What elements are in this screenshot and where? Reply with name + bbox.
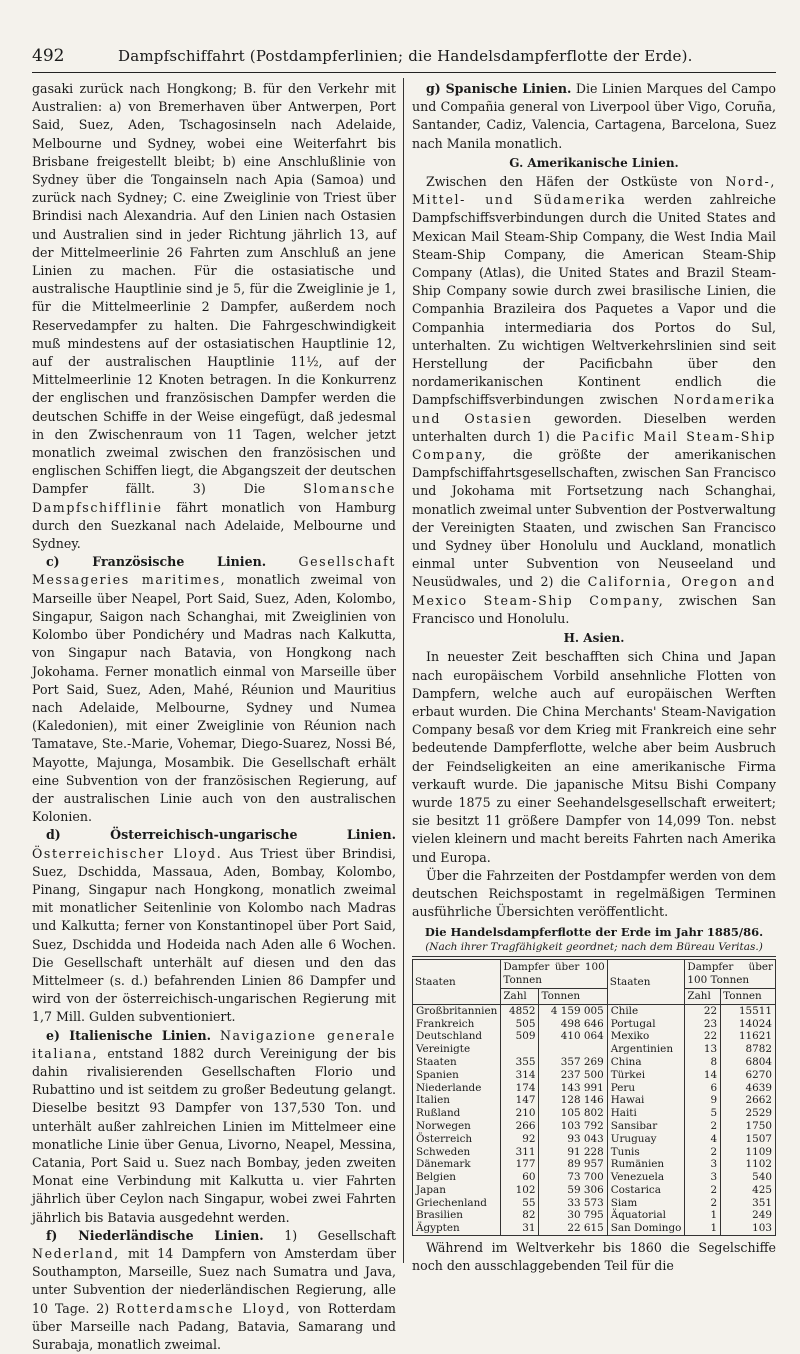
- table-cell: 9: [685, 1094, 721, 1107]
- table-cell: 143 991: [539, 1082, 607, 1095]
- table-cell: 22: [685, 1004, 721, 1017]
- table-row: [413, 1030, 776, 1043]
- table-cell: Dänemark: [413, 1158, 501, 1171]
- table-cell: Österreich: [413, 1133, 501, 1146]
- page-number: 492: [32, 46, 65, 66]
- table-cell: 2529: [721, 1107, 776, 1120]
- table-cell: Großbritannien: [413, 1004, 501, 1017]
- table-cell: 1750: [721, 1120, 776, 1133]
- table-title: Die Handelsdampferflotte der Erde im Jahr 1885/86.: [424, 925, 764, 940]
- table-cell: 1109: [721, 1146, 776, 1159]
- table-cell: 2: [685, 1120, 721, 1133]
- table-cell: 105 802: [539, 1107, 607, 1120]
- table-cell: China: [607, 1056, 685, 1069]
- table-cell: 2: [685, 1184, 721, 1197]
- table-row: [413, 1197, 776, 1210]
- table-cell: 4639: [721, 1082, 776, 1095]
- table-cell: 147: [501, 1094, 539, 1107]
- table-cell: 6: [685, 1082, 721, 1095]
- table-cell: Peru: [607, 1082, 685, 1095]
- table-cell: [539, 1043, 607, 1056]
- table-cell: 2662: [721, 1094, 776, 1107]
- table-cell: 1102: [721, 1158, 776, 1171]
- table-cell: 357 269: [539, 1056, 607, 1069]
- table-cell: 89 957: [539, 1158, 607, 1171]
- table-cell: 177: [501, 1158, 539, 1171]
- table-cell: Venezuela: [607, 1171, 685, 1184]
- table-row: [413, 1043, 776, 1056]
- table-row: [413, 1222, 776, 1235]
- table-cell: Italien: [413, 1094, 501, 1107]
- table-cell: 92: [501, 1133, 539, 1146]
- table-row: [413, 1158, 776, 1171]
- section-american: Zwischen den Häfen der Ostküste von Nord-, Mittel- und Südamerika werden zahlreiche Dampfschiffsverbindungen durch die United States and Mexican Mail Steam-Ship Company, die West India Mail Steam-Ship Company, die American Steam-Ship Company (Atlas), die United States and Brazil Steam-Ship Company sowie durch zwei brasilische Linien, die Companhia Brazileira dos Paquetes a Vapor und die Companhia intermediaria dos Portos do Sul, unterhalten. Zu wichtigen Weltverkehrslinien sind seit Herstellung der Pacificbahn über den nordamerikanischen Kontinent endlich die Dampfschiffsverbindungen zwischen Nordamerika und Ostasien geworden. Dieselben werden unterhalten durch 1) die Pacific Mail Steam-Ship Company, die größte der amerikanischen Dampfschiffahrtsgesellschaften, zwischen San Francisco und Jokohama mit Fortsetzung nach Schanghai, monatlich zweimal unter Subvention der Postverwaltung der Vereinigten Staaten, und zwischen San Francisco und Sydney über Honolulu und Auckland, monatlich einmal unter Subvention von Neuseeland und Neusüdwales, und 2) die California, Oregon and Mexico Steam-Ship Company, zwischen San Francisco und Honolulu.: [412, 174, 776, 626]
- table-cell: 8: [685, 1056, 721, 1069]
- table-cell: 93 043: [539, 1133, 607, 1146]
- table-cell: Sansibar: [607, 1120, 685, 1133]
- column-divider: [403, 78, 404, 1263]
- table-cell: Brasilien: [413, 1209, 501, 1222]
- section-e-italian: e) Italienische Linien. Navigazione generale italiana, entstand 1882 durch Vereinigung der bis dahin rivalisierenden Gesellschaften Florio und Rubattino und ist seitdem zu großer Bedeutung gelangt. Dieselbe besitzt 93 Dampfer von 137,530 Ton. und unterhält außer zahlreichen Linien im Mittelmeer eine monatliche Linie über Genua, Livorno, Neapel, Messina, Catania, Port Said u. Suez nach Bombay, jeden zweiten Monat eine Verbindung mit Kalkutta u. vier Fahrten jährlich über Ceylon nach Singapur, wobei zwei Fahrten jährlich bis Batavia ausgedehnt werden.: [32, 1027, 396, 1225]
- table-cell: Chile: [607, 1004, 685, 1017]
- table-cell: 33 573: [539, 1197, 607, 1210]
- table-row: [413, 1094, 776, 1107]
- table-cell: 14024: [721, 1018, 776, 1031]
- paragraph-continuation: gasaki zurück nach Hongkong; B. für den Verkehr mit Australien: a) von Bremerhaven über Antwerpen, Port Said, Suez, Aden, Tschagosinseln nach Adelaide, Melbourne und Sydney, wobei eine Weiterfahrt bis Brisbane freigestellt bleibt; b) eine Anschlußlinie von Sydney über die Tongainseln nach Apia (Samoa) und zurück nach Sydney; C. eine Zweiglinie von Triest über Brindisi nach Alexandria. Auf den Linien nach Ostasien und Australien sind in jeder Richtung jährlich 13, auf der Mittelmeerlinie 26 Fahrten zum Anschluß an jene Linien zu machen. Für die ostasiatische und australische Hauptlinie sind je 5, für die Zweiglinie je 1, für die Mittelmeerlinie 2 Dampfer, außerdem noch Reservedampfer zu halten. Die Fahrgeschwindigkeit muß mindestens auf der ostasiatischen Hauptlinie 12, auf der australischen Hauptlinie 11½, auf der Mittelmeerlinie 12 Knoten betragen. In die Konkurrenz der englischen und französischen Dampfer werden die deutschen Schiffe in der Weise eingefügt, daß jedesmal in den Zwischenraum von 11 Tagen, welcher jetzt monatlich zweimal zwischen den französischen und englischen Schiffen liegt, die Abgangszeit der deutschen Dampfer fällt. 3) Die Slomansche Dampfschifflinie fährt monatlich von Hamburg durch den Suezkanal nach Adelaide, Melbourne und Sydney.: [32, 81, 396, 552]
- header-tonnen-1: Tonnen: [539, 988, 607, 1004]
- header-dampfer-2: Dampfer über 100 Tonnen: [685, 960, 776, 989]
- table-cell: Türkei: [607, 1069, 685, 1082]
- table-cell: Äquatorial: [607, 1209, 685, 1222]
- table-cell: Tunis: [607, 1146, 685, 1159]
- section-asia: In neuester Zeit beschafften sich China und Japan nach europäischem Vorbild ansehnliche Flotten von Dampfern, welche auch auf europäischen Werften erbaut wurden. Die China Merchants' Steam-Navigation Company besaß vor dem Krieg mit Frankreich eine sehr bedeutende Dampferflotte, welche aber beim Ausbruch der Feindseligkeiten an eine amerikanische Firma verkauft wurde. Die japanische Mitsu Bishi Company wurde 1875 zu einer Seehandelsgesellschaft erweitert; sie besitzt 11 größere Dampfer von 14,099 Ton. nebst vielen kleinern und macht bereits Fahrten nach Amerika und Europa.: [412, 649, 776, 865]
- right-column: [412, 80, 776, 1275]
- table-cell: 509: [501, 1030, 539, 1043]
- table-cell: 3: [685, 1171, 721, 1184]
- table-cell: 103 792: [539, 1120, 607, 1133]
- table-cell: 210: [501, 1107, 539, 1120]
- table-cell: Belgien: [413, 1171, 501, 1184]
- table-cell: 3: [685, 1158, 721, 1171]
- header-tonnen-2: Tonnen: [721, 988, 776, 1004]
- paragraph-closing: Während im Weltverkehr bis 1860 die Segelschiffe noch den ausschlaggebenden Teil für die: [412, 1240, 776, 1274]
- table-cell: 31: [501, 1222, 539, 1235]
- table-cell: 249: [721, 1209, 776, 1222]
- table-cell: 2: [685, 1197, 721, 1210]
- table-cell: Frankreich: [413, 1018, 501, 1031]
- section-d-austrian: d) Österreichisch-ungarische Linien. Österreichischer Lloyd. Aus Triest über Brindisi, Suez, Dschidda, Massaua, Aden, Bombay, Kolombo, Pinang, Singapur nach Hongkong, monatlich zweimal mit monatlicher Seitenlinie von Kolombo nach Madras und Kalkutta; ferner von Konstantinopel über Port Said, Suez, Dschidda und Hodeida nach Aden alle 6 Wochen. Die Gesellschaft unterhält auf diesen und den das Mittelmeer (s. d.) befahrenden Linien 86 Dampfer und wird von der österreichisch-ungarischen Regierung mit 1,7 Mill. Gulden subventioniert.: [32, 827, 397, 1025]
- table-cell: 11621: [721, 1030, 776, 1043]
- table-row: [413, 1133, 776, 1146]
- table-cell: 22 615: [539, 1222, 607, 1235]
- table-cell: Hawai: [607, 1094, 685, 1107]
- table-cell: 311: [501, 1146, 539, 1159]
- table-cell: Rußland: [413, 1107, 501, 1120]
- table-cell: Costarica: [607, 1184, 685, 1197]
- table-cell: 14: [685, 1069, 721, 1082]
- table-cell: 174: [501, 1082, 539, 1095]
- subheading-asia: H. Asien.: [563, 631, 625, 646]
- table-cell: Deutschland: [413, 1030, 501, 1043]
- table-cell: 1507: [721, 1133, 776, 1146]
- left-column: [32, 80, 396, 1354]
- table-cell: Staaten: [413, 1056, 501, 1069]
- table-cell: 4852: [501, 1004, 539, 1017]
- table-cell: 540: [721, 1171, 776, 1184]
- table-cell: 505: [501, 1018, 539, 1031]
- table-cell: Vereinigte: [413, 1043, 501, 1056]
- table-cell: 23: [685, 1018, 721, 1031]
- table-row: [413, 1107, 776, 1120]
- table-cell: San Domingo: [607, 1222, 685, 1235]
- table-cell: Siam: [607, 1197, 685, 1210]
- table-cell: 237 500: [539, 1069, 607, 1082]
- table-subtitle: (Nach ihrer Tragfähigkeit geordnet; nach dem Büreau Veritas.): [412, 940, 776, 957]
- table-cell: 128 146: [539, 1094, 607, 1107]
- table-cell: 22: [685, 1030, 721, 1043]
- table-cell: 1: [685, 1222, 721, 1235]
- running-title: Dampfschiffahrt (Postdampferlinien; die Handelsdampferflotte der Erde).: [118, 47, 693, 65]
- table-row: [413, 1146, 776, 1159]
- table-cell: 314: [501, 1069, 539, 1082]
- page-header: [32, 46, 776, 72]
- table-cell: Niederlande: [413, 1082, 501, 1095]
- header-staaten-2: Staaten: [607, 960, 685, 1004]
- table-cell: 355: [501, 1056, 539, 1069]
- table-body: [413, 1004, 776, 1235]
- header-staaten-1: Staaten: [413, 960, 501, 1004]
- fleet-table: [412, 959, 776, 1236]
- table-cell: 30 795: [539, 1209, 607, 1222]
- table-cell: Ägypten: [413, 1222, 501, 1235]
- table-row: [413, 1018, 776, 1031]
- table-cell: 425: [721, 1184, 776, 1197]
- table-row: [413, 1184, 776, 1197]
- table-row: [413, 1004, 776, 1017]
- table-cell: 6270: [721, 1069, 776, 1082]
- table-cell: 102: [501, 1184, 539, 1197]
- table-cell: Japan: [413, 1184, 501, 1197]
- table-cell: 351: [721, 1197, 776, 1210]
- table-cell: 4: [685, 1133, 721, 1146]
- table-cell: 73 700: [539, 1171, 607, 1184]
- paragraph-post: Über die Fahrzeiten der Postdampfer werden von dem deutschen Reichspostamt in regelmäßigen Terminen ausführliche Übersichten veröffentlicht.: [412, 867, 776, 920]
- table-row: [413, 1120, 776, 1133]
- subheading-american: G. Amerikanische Linien.: [509, 155, 679, 170]
- header-dampfer-1: Dampfer über 100 Tonnen: [501, 960, 607, 989]
- table-cell: Norwegen: [413, 1120, 501, 1133]
- table-cell: 4 159 005: [539, 1004, 607, 1017]
- table-cell: 13: [685, 1043, 721, 1056]
- table-cell: 59 306: [539, 1184, 607, 1197]
- table-cell: Portugal: [607, 1018, 685, 1031]
- table-cell: Griechenland: [413, 1197, 501, 1210]
- table-cell: 15511: [721, 1004, 776, 1017]
- table-row: [413, 1056, 776, 1069]
- table-cell: Spanien: [413, 1069, 501, 1082]
- table-cell: [501, 1043, 539, 1056]
- table-cell: 2: [685, 1146, 721, 1159]
- table-cell: 91 228: [539, 1146, 607, 1159]
- section-f-dutch: f) Niederländische Linien. 1) Gesellschaft Nederland, mit 14 Dampfern von Amsterdam über Southampton, Marseille, Suez nach Sumatra und Java, unter Subvention der niederländischen Regierung, alle 10 Tage. 2) Rotterdamsche Lloyd, von Rotterdam über Marseille nach Padang, Batavia, Samarang und Surabaja, monatlich zweimal.: [32, 1227, 396, 1353]
- table-cell: 498 646: [539, 1018, 607, 1031]
- table-cell: 60: [501, 1171, 539, 1184]
- table-cell: 266: [501, 1120, 539, 1133]
- table-cell: 1: [685, 1209, 721, 1222]
- table-cell: 82: [501, 1209, 539, 1222]
- table-cell: Rumänien: [607, 1158, 685, 1171]
- table-cell: 5: [685, 1107, 721, 1120]
- section-c-french: c) Französische Linien. Gesellschaft Messageries maritimes, monatlich zweimal von Marseille über Neapel, Port Said, Suez, Aden, Kolombo, Singapur, Saigon nach Schanghai, mit Zweiglinien von Kolombo über Pondichéry und Madras nach Kalkutta, von Singapur nach Batavia, von Hongkong nach Jokohama. Ferner monatlich einmal von Marseille über Port Said, Suez, Aden, Mahé, Réunion und Mauritius nach Adelaide, Melbourne, Sydney und Numea (Kaledonien), mit einer Zweiglinie von Réunion nach Tamatave, Ste.-Marie, Vohemar, Diego-Suarez, Nossi Bé, Mayotte, Majunga, Mosambik. Die Gesellschaft erhält eine Subvention von der französischen Regierung, auf der australischen Linie auch von den australischen Kolonien.: [32, 554, 396, 825]
- table-cell: 103: [721, 1222, 776, 1235]
- section-g-spanish: g) Spanische Linien. Die Linien Marques del Campo und Compañia general von Liverpool über Vigo, Coruña, Santander, Cadiz, Valencia, Cartagena, Barcelona, Suez nach Manila monatlich.: [412, 81, 776, 151]
- table-cell: Mexiko: [607, 1030, 685, 1043]
- table-cell: 8782: [721, 1043, 776, 1056]
- header-zahl-2: Zahl: [685, 988, 721, 1004]
- header-zahl-1: Zahl: [501, 988, 539, 1004]
- table-cell: Argentinien: [607, 1043, 685, 1056]
- table-row: [413, 1069, 776, 1082]
- table-cell: Schweden: [413, 1146, 501, 1159]
- table-cell: 6804: [721, 1056, 776, 1069]
- table-cell: Haiti: [607, 1107, 685, 1120]
- header-rule: [32, 72, 776, 73]
- table-row: [413, 1171, 776, 1184]
- table-row: [413, 1082, 776, 1095]
- table-cell: 55: [501, 1197, 539, 1210]
- table-cell: Uruguay: [607, 1133, 685, 1146]
- table-cell: 410 064: [539, 1030, 607, 1043]
- table-row: [413, 1209, 776, 1222]
